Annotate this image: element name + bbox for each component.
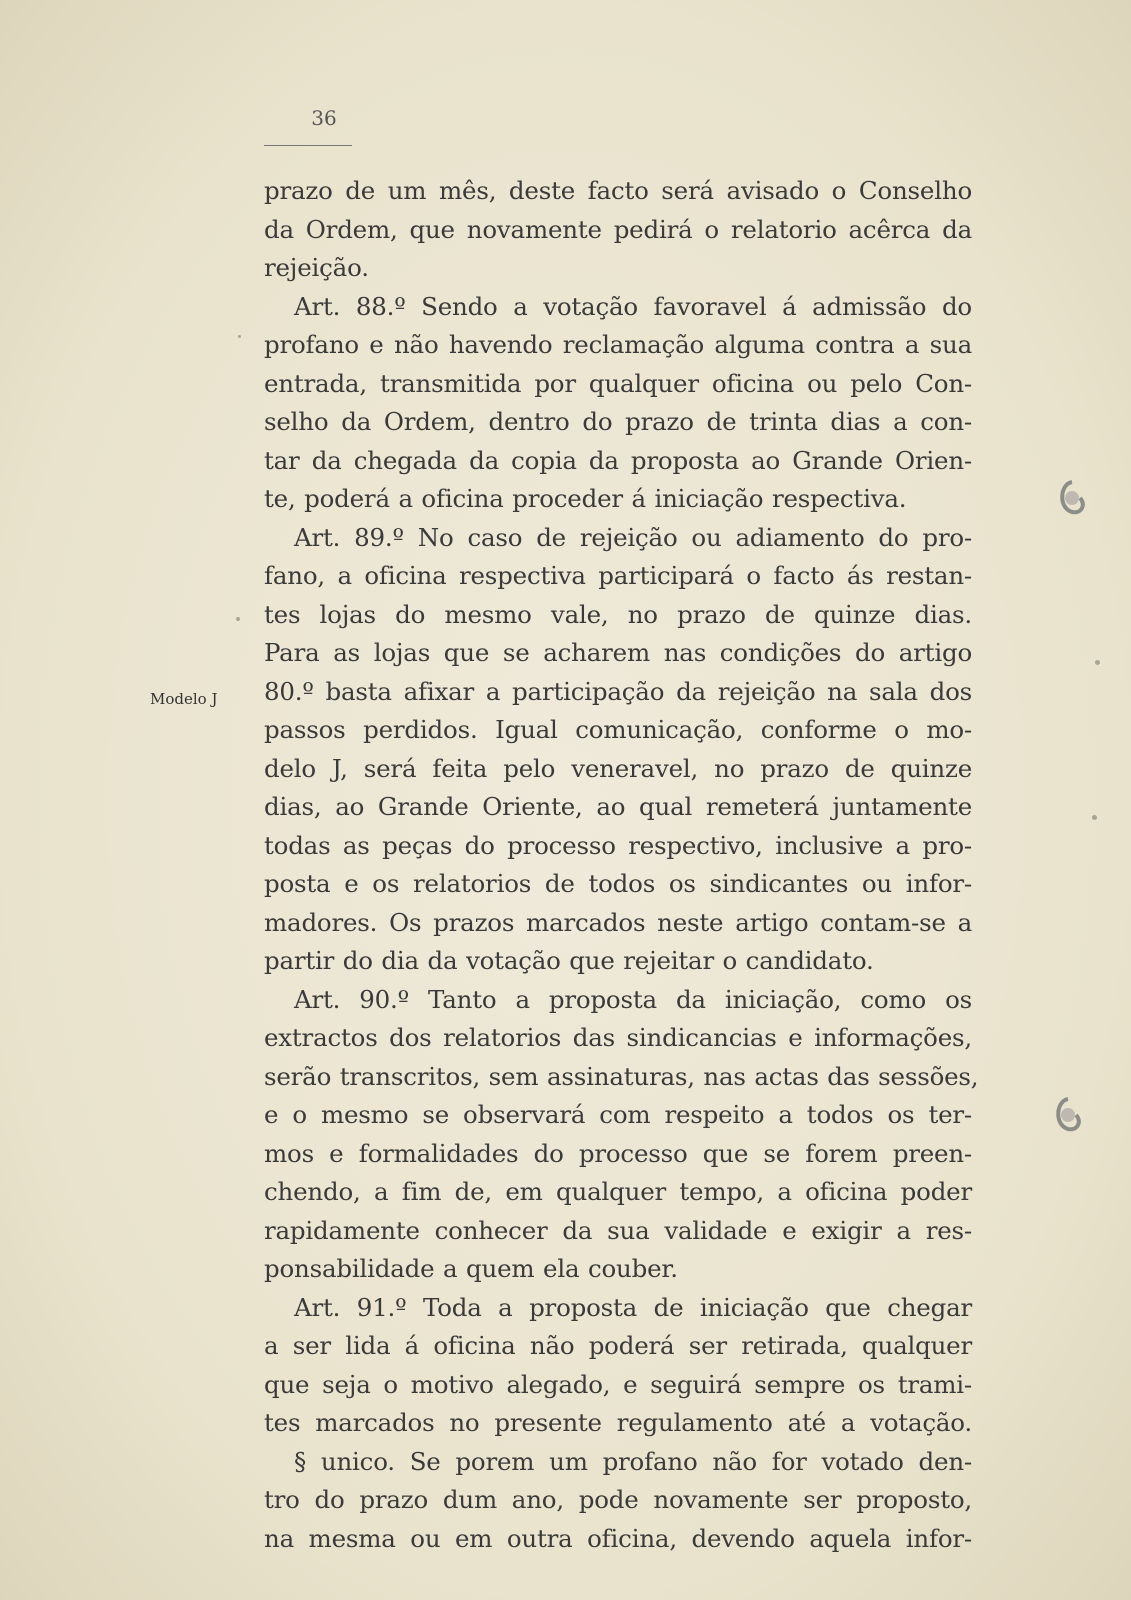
margin-note-modelo-j: Modelo J xyxy=(150,690,218,708)
paper-speck xyxy=(1092,815,1097,820)
text-line: extractos dos relatorios das sindicancias e informações, xyxy=(264,1023,972,1052)
text-line: que seja o motivo alegado, e seguirá sempre os trami- xyxy=(264,1369,972,1399)
text-line: chendo, a fim de, em qualquer tempo, a oficina poder xyxy=(264,1177,972,1206)
binding-clip-icon xyxy=(1048,1095,1086,1135)
text-line: tes lojas do mesmo vale, no prazo de quinze dias. xyxy=(264,599,972,629)
paper-speck xyxy=(1095,660,1100,665)
text-line: tro do prazo dum ano, pode novamente ser proposto, xyxy=(264,1485,972,1514)
article-88-line: Art. 88.º Sendo a votação favoravel á admissão do xyxy=(294,291,972,321)
text-line: passos perdidos. Igual comunicação, conforme o mo- xyxy=(264,715,972,744)
text-line: selho da Ordem, dentro do prazo de trinta dias a con- xyxy=(264,407,972,436)
text-line: 80.º basta afixar a participação da rejeição na sala dos xyxy=(264,676,972,706)
paragraph-unico-line: § unico. Se porem um profano não for votado den- xyxy=(294,1446,972,1476)
article-90-line: Art. 90.º Tanto a proposta da iniciação, como os xyxy=(294,984,972,1014)
text-line: profano e não havendo reclamação alguma contra a sua xyxy=(264,330,972,359)
text-line: te, poderá a oficina proceder á iniciação respectiva. xyxy=(264,484,907,513)
text-line: prazo de um mês, deste facto será avisado o Conselho xyxy=(264,176,972,205)
page-number: 36 xyxy=(311,106,337,130)
paper-speck xyxy=(236,617,240,621)
text-line: rejeição. xyxy=(264,253,369,282)
text-line: ponsabilidade a quem ela couber. xyxy=(264,1254,678,1283)
text-line: tes marcados no presente regulamento até a votação. xyxy=(264,1408,972,1437)
body-text xyxy=(264,172,979,1558)
text-line: entrada, transmitida por qualquer oficina ou pelo Con- xyxy=(264,368,972,398)
text-line: madores. Os prazos marcados neste artigo contam-se a xyxy=(264,907,972,937)
text-line: dias, ao Grande Oriente, ao qual remeterá juntamente xyxy=(264,792,972,821)
text-line: posta e os relatorios de todos os sindicantes ou infor- xyxy=(264,869,972,898)
header-rule xyxy=(264,145,352,146)
text-line: tar da chegada da copia da proposta ao Grande Orien- xyxy=(264,445,972,475)
text-line: mos e formalidades do processo que se forem preen- xyxy=(264,1138,972,1168)
text-line: e o mesmo se observará com respeito a todos os ter- xyxy=(264,1100,972,1129)
binding-clip-icon xyxy=(1052,478,1090,518)
text-line: partir do dia da votação que rejeitar o candidato. xyxy=(264,946,874,975)
text-line: na mesma ou em outra oficina, devendo aquela infor- xyxy=(264,1523,972,1553)
text-line: Para as lojas que se acharem nas condições do artigo xyxy=(264,638,972,667)
text-line: serão transcritos, sem assinaturas, nas actas das sessões, xyxy=(264,1061,979,1091)
text-line: da Ordem, que novamente pedirá o relatorio acêrca da xyxy=(264,214,972,244)
text-line: delo J, será feita pelo veneravel, no prazo de quinze xyxy=(264,753,972,783)
text-line: rapidamente conhecer da sua validade e exigir a res- xyxy=(264,1215,972,1245)
text-line: a ser lida á oficina não poderá ser retirada, qualquer xyxy=(264,1331,972,1360)
paper-speck xyxy=(238,335,241,338)
text-line: fano, a oficina respectiva participará o facto ás restan- xyxy=(264,561,972,590)
text-line: todas as peças do processo respectivo, inclusive a pro- xyxy=(264,830,972,860)
article-89-line: Art. 89.º No caso de rejeição ou adiamento do pro- xyxy=(294,522,972,552)
article-91-line: Art. 91.º Toda a proposta de iniciação que chegar xyxy=(294,1292,972,1322)
